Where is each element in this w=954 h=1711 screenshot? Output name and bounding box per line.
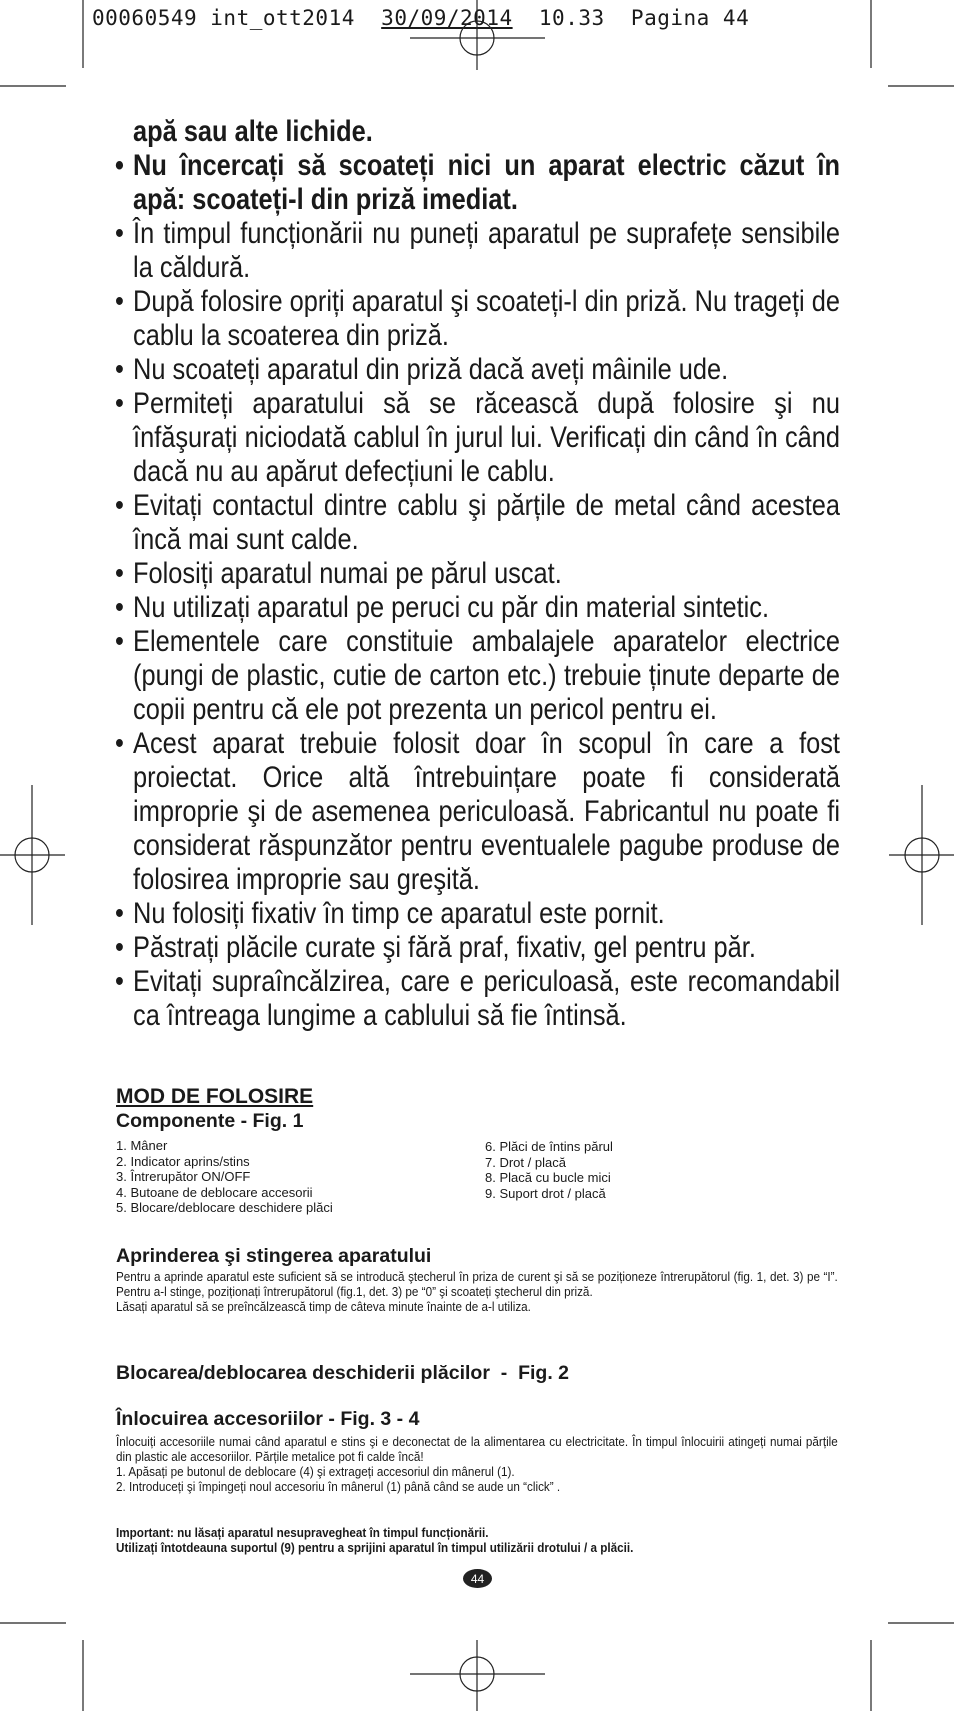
component-item: 2. Indicator aprins/stins bbox=[116, 1153, 250, 1169]
components-list-left bbox=[116, 1138, 333, 1216]
power-title: Aprinderea şi stingerea aparatului bbox=[116, 1245, 432, 1267]
section-title: MOD DE FOLOSIRE bbox=[116, 1085, 314, 1108]
component-item: 7. Drot / placă bbox=[485, 1154, 566, 1170]
warning-item: • Nu încercați să scoateți nici un aparat electric căzut în apă: scoateți-l din priză imediat. bbox=[115, 149, 840, 217]
warning-item: • Elementele care constituie ambalajele aparatelor electrice (pungi de plastic, cutie de carton etc.) trebuie ținute departe de copii pentru că ele pot prezenta un pericol pentru ei. bbox=[115, 625, 840, 727]
components-title: Componente - Fig. 1 bbox=[116, 1110, 304, 1132]
slug-file: 00060549 int_ott2014 bbox=[92, 6, 355, 30]
warning-item: • Păstrați plăcile curate şi fără praf, fixativ, gel pentru păr. bbox=[115, 931, 840, 965]
slug-time: 10.33 bbox=[538, 6, 605, 30]
registration-mark-right bbox=[889, 785, 954, 925]
lock-section bbox=[116, 1362, 838, 1385]
warning-item: • După folosire opriți aparatul şi scoateți-l din priză. Nu trageți de cablu la scoaterea din priză. bbox=[115, 285, 840, 353]
usage-section bbox=[116, 1085, 838, 1133]
power-section bbox=[116, 1245, 838, 1314]
safety-warnings bbox=[115, 115, 840, 1033]
replace-step: 1. Apăsați pe butonul de deblocare (4) şi extrageți accesoriul din mânerul (1). bbox=[116, 1464, 515, 1479]
page-number-badge: 44 bbox=[463, 1569, 492, 1588]
registration-mark-top bbox=[410, 0, 545, 70]
component-item: 8. Placă cu bucle mici bbox=[485, 1170, 611, 1185]
replace-paragraph: Înlocuiți accesoriile numai când aparatul e stins şi e deconectat de la alimentarea cu electricitate. În timpul înlocuirii atingeți numai părțile din plastic ale accesoriilor. Părțile metalice pot fi calde încă! bbox=[116, 1434, 838, 1464]
slug-date: 30/09/2014 bbox=[381, 6, 513, 30]
warning-item: • Nu utilizați aparatul pe peruci cu păr din material sintetic. bbox=[115, 591, 840, 625]
lock-title: Blocarea/deblocarea deschiderii plăcilor - Fig. 2 bbox=[116, 1362, 569, 1384]
warning-item: • Evitați contactul dintre cablu şi părțile de metal când acestea încă mai sunt calde. bbox=[115, 489, 840, 557]
component-item: 3. Întrerupător ON/OFF bbox=[116, 1169, 251, 1184]
replace-title: Înlocuirea accesoriilor - Fig. 3 - 4 bbox=[116, 1408, 420, 1430]
warning-item: • Folosiți aparatul numai pe părul uscat. bbox=[115, 557, 840, 591]
component-item: 4. Butoane de deblocare accesorii bbox=[116, 1184, 313, 1200]
warning-item: • Acest aparat trebuie folosit doar în scopul în care a fost proiectat. Orice altă întrebuințare poate fi considerată improprie şi de asemenea periculoasă. Fabricantul nu poate fi considerat răspunzător pentru eventualele pagube produse de folosirea improprie sau greşită. bbox=[115, 727, 840, 897]
registration-mark-left bbox=[0, 785, 65, 925]
warning-item: • În timpul funcționării nu puneți aparatul pe suprafețe sensibile la căldură. bbox=[115, 217, 840, 285]
warning-continuation: apă sau alte lichide. bbox=[133, 115, 373, 148]
warning-item: • Permiteți aparatului să se răcească după folosire şi nu înfăşurați niciodată cablul în jurul lui. Verificați din când în când dacă nu au apărut defecțiuni le cablu. bbox=[115, 387, 840, 489]
component-item: 6. Plăci de întins părul bbox=[485, 1139, 613, 1154]
components-list-right bbox=[485, 1139, 613, 1201]
replace-step: 2. Introduceți şi împingeți noul accesoriu în mânerul (1) până când se aude un “click” . bbox=[116, 1479, 561, 1494]
component-item: 1. Mâner bbox=[116, 1138, 168, 1153]
warning-item: • Nu scoateți aparatul din priză dacă aveți mâinile ude. bbox=[115, 353, 840, 387]
important-line: Utilizați întotdeauna suportul (9) pentru a sprijini aparatul în timpul utilizării drotului / a plăcii. bbox=[116, 1540, 634, 1555]
component-item: 5. Blocare/deblocare deschidere plăci bbox=[116, 1200, 333, 1215]
power-paragraph: Pentru a aprinde aparatul este suficient să se introducă ştecherul în priza de curent şi să se poziționeze întrerupătorul (fig. 1, det. 3) pe “I”. Pentru a-l stinge, poziționați întrerupătorul (fig.1, det. 3) pe “0” şi scoateți ştecherul din priză. bbox=[116, 1269, 838, 1299]
power-paragraph: Lăsați aparatul să se preîncălzească timp de câteva minute înainte de a-l utiliza. bbox=[116, 1299, 531, 1314]
warning-item: • Evitați supraîncălzirea, care e periculoasă, este recomandabil ca întreaga lungime a cablului să fie întinsă. bbox=[115, 965, 840, 1033]
important-note bbox=[116, 1525, 838, 1555]
registration-mark-bottom bbox=[410, 1640, 545, 1711]
slug-page: Pagina 44 bbox=[630, 6, 750, 30]
component-item: 9. Suport drot / placă bbox=[485, 1185, 606, 1201]
warning-item: • Nu folosiți fixativ în timp ce aparatul este pornit. bbox=[115, 897, 840, 931]
important-line: Important: nu lăsați aparatul nesupravegheat în timpul funcționării. bbox=[116, 1525, 489, 1540]
replace-section bbox=[116, 1408, 838, 1494]
